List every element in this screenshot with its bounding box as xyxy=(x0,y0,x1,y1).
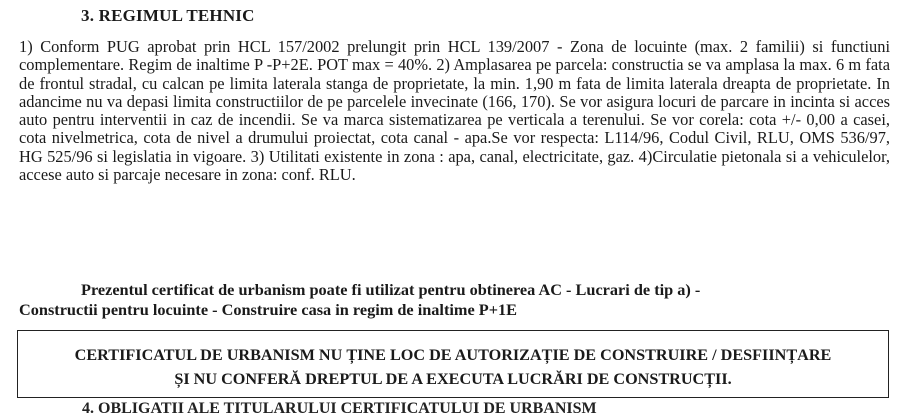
certificate-usage-line-2: Constructii pentru locuinte - Construire casa in regim de inaltime P+1E xyxy=(19,300,517,319)
section-title: 3. REGIMUL TEHNIC xyxy=(81,6,255,25)
next-section-title-cut: 4. OBLIGATII ALE TITULARULUI CERTIFICATULUI DE URBANISM xyxy=(82,400,597,417)
certificate-usage-note xyxy=(19,280,895,320)
legal-notice-line-2: ȘI NU CONFERĂ DREPTUL DE A EXECUTA LUCRĂRI DE CONSTRUCȚII. xyxy=(174,370,732,388)
legal-notice-box xyxy=(17,330,889,398)
legal-notice-line-1: CERTIFICATUL DE URBANISM NU ȚINE LOC DE AUTORIZAȚIE DE CONSTRUIRE / DESFIINȚARE xyxy=(74,346,832,364)
technical-regime-paragraph: 1) Conform PUG aprobat prin HCL 157/2002 prelungit prin HCL 139/2007 - Zona de locuinte (max. 2 familii) si functiuni complementare. Regim de inaltime P -P+2E. POT max = 40%. 2) Amplasarea pe parcela: constructia se va amplasa la max. 6 m fata de frontul stradal, cu calcan pe limita laterala stanga de proprietate, la min. 1,90 m fata de limita laterala dreapta de proprietate. In adancime nu va depasi limita constructiilor de pe parcelele invecinate (166, 170). Se vor asigura locuri de parcare in incinta si acces auto pentru interventii in caz de incendii. Se va marca sistematizarea pe verticala a terenului. Se vor corela: cota +/- 0,00 a casei, cota nivelmetrica, cota de nivel a drumului proiectat, cota canal - apa.Se vor respecta: L114/96, Codul Civil, RLU, OMS 536/97, HG 525/96 si legislatia in vigoare. 3) Utilitati existente in zona : apa, canal, electricitate, gaz. 4)Circulatie pietonala si a vehiculelor, accese auto si parcaje necesare in zona: conf. RLU. xyxy=(19,37,890,185)
certificate-usage-line-1: Prezentul certificat de urbanism poate fi utilizat pentru obtinerea AC - Lucrari de tip a) - xyxy=(81,280,701,299)
